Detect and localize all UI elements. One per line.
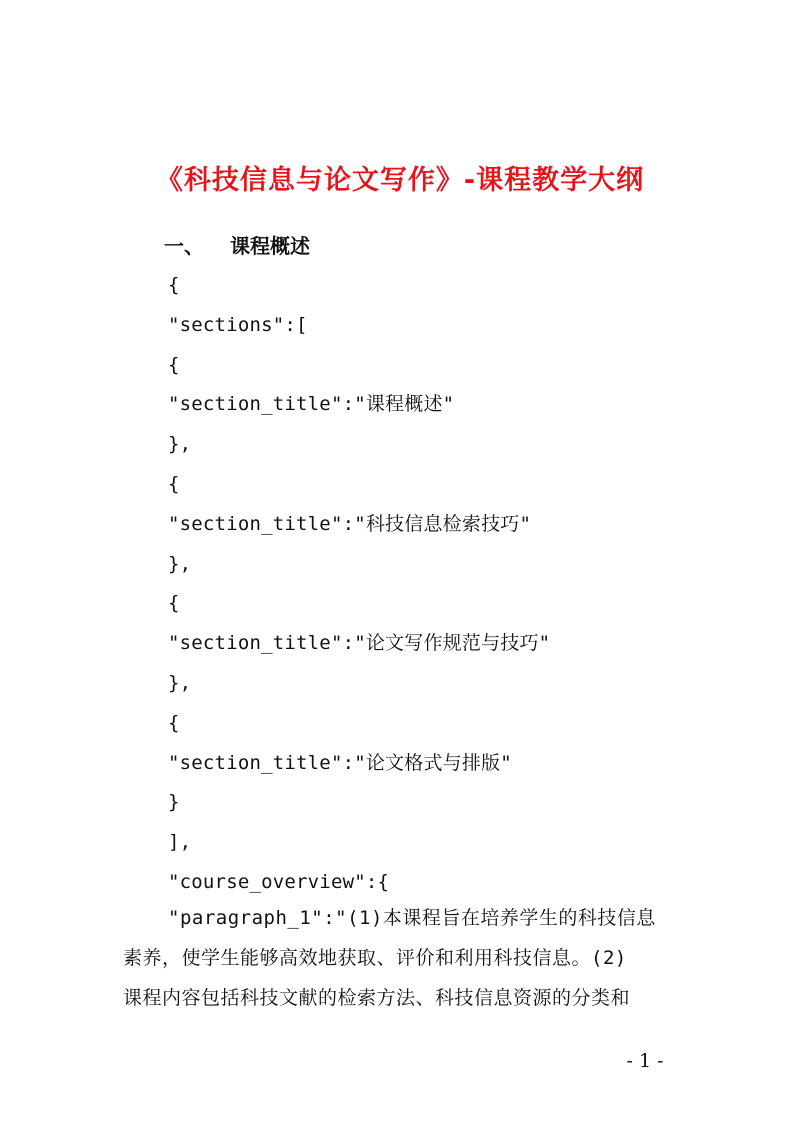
code-line: }	[168, 791, 180, 814]
code-line: "sections":[	[168, 313, 308, 336]
overview-paragraph	[123, 898, 683, 1018]
code-line: {	[168, 353, 180, 376]
paragraph-line: 课程内容包括科技文献的检索方法、科技信息资源的分类和	[123, 987, 631, 1009]
section-heading-text: 课程概述	[230, 234, 310, 258]
code-line: },	[168, 671, 192, 694]
code-line: "section_title":"论文格式与排版"	[168, 751, 512, 774]
code-line: },	[168, 433, 192, 456]
paragraph-line: 素养，使学生能够高效地获取、评价和利用科技信息。(2)	[123, 947, 627, 969]
code-line: {	[168, 274, 180, 296]
document-title: 《科技信息与论文写作》-课程教学大纲	[155, 165, 645, 197]
code-line: {	[168, 711, 180, 734]
section-number: 一、	[164, 234, 204, 258]
code-line: ],	[168, 831, 192, 854]
code-line: {	[168, 472, 180, 495]
section-heading	[164, 230, 310, 259]
code-line: "section_title":"课程概述"	[168, 393, 455, 416]
code-line: {	[168, 592, 180, 615]
code-line: "section_title":"论文写作规范与技巧"	[168, 632, 551, 655]
code-line: "course_overview":{	[168, 870, 390, 893]
json-code-block	[168, 266, 550, 903]
code-line: },	[168, 552, 192, 575]
page-number: - 1 -	[626, 1050, 664, 1072]
code-line: "section_title":"科技信息检索技巧"	[168, 512, 532, 535]
paragraph-line: "paragraph_1":"(1)本课程旨在培养学生的科技信息	[168, 907, 656, 929]
